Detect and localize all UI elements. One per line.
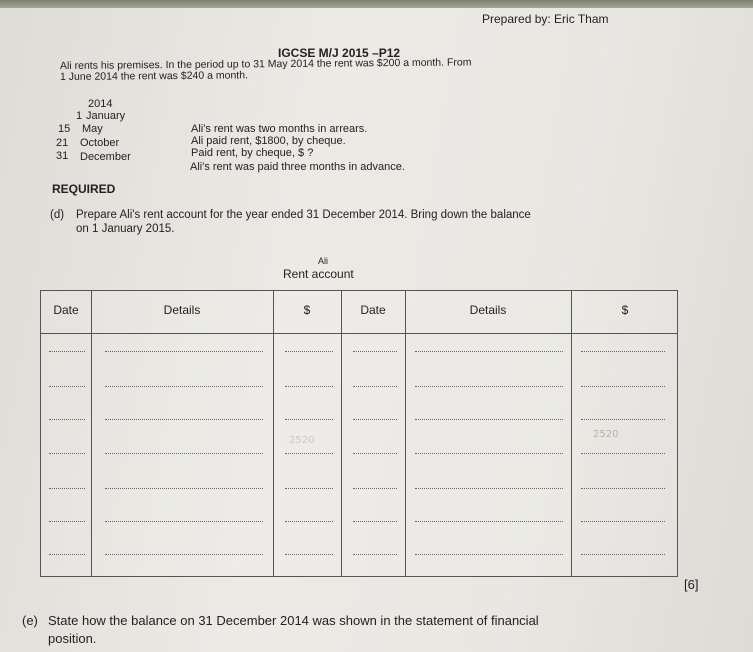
required-heading: REQUIRED bbox=[52, 182, 116, 196]
header-details-credit: Details bbox=[469, 303, 507, 317]
answer-line bbox=[581, 419, 665, 420]
answer-line bbox=[49, 419, 85, 420]
answer-line bbox=[581, 386, 665, 387]
answer-line bbox=[353, 521, 397, 522]
header-date-debit: Date bbox=[53, 303, 79, 317]
answer-line bbox=[49, 554, 85, 555]
ledger-owner: Ali bbox=[318, 256, 329, 266]
answer-line bbox=[415, 488, 563, 489]
answer-line bbox=[285, 488, 333, 489]
prepared-by: Prepared by: Eric Tham bbox=[482, 12, 609, 26]
answer-line bbox=[49, 351, 85, 352]
header-date-credit: Date bbox=[360, 303, 386, 317]
pencil-note: 2520 bbox=[289, 435, 315, 446]
answer-line bbox=[105, 419, 263, 420]
answer-line bbox=[105, 453, 263, 454]
answer-line bbox=[105, 521, 263, 522]
answer-line bbox=[105, 351, 263, 352]
answer-line bbox=[415, 351, 563, 352]
question-d-line-1: Prepare Ali's rent account for the year ended 31 December 2014. Bring down the balance bbox=[76, 209, 531, 221]
answer-line bbox=[353, 488, 397, 489]
answer-line bbox=[285, 521, 333, 522]
answer-line bbox=[581, 351, 665, 352]
answer-line bbox=[581, 554, 665, 555]
answer-line bbox=[285, 386, 333, 387]
event-day: 31 bbox=[56, 150, 69, 162]
marks-allocation: [6] bbox=[684, 577, 699, 592]
answer-line bbox=[353, 453, 397, 454]
answer-line bbox=[285, 554, 333, 555]
answer-line bbox=[105, 488, 263, 489]
answer-line bbox=[49, 453, 85, 454]
header-rule bbox=[41, 333, 677, 334]
event-month: January bbox=[86, 110, 126, 122]
answer-line bbox=[353, 386, 397, 387]
answer-line bbox=[49, 521, 85, 522]
event-text: Paid rent, by cheque, $ ? bbox=[191, 147, 314, 159]
event-month: December bbox=[80, 151, 131, 163]
answer-line bbox=[285, 351, 333, 352]
event-text: Ali's rent was two months in arrears. bbox=[191, 123, 368, 135]
event-month: October bbox=[80, 137, 120, 149]
event-text: Ali paid rent, $1800, by cheque. bbox=[191, 135, 346, 147]
answer-line bbox=[581, 488, 665, 489]
answer-line bbox=[353, 419, 397, 420]
header-amount-debit: $ bbox=[303, 303, 311, 317]
header-details-debit: Details bbox=[163, 303, 201, 317]
event-day: 21 bbox=[56, 137, 69, 149]
answer-line bbox=[415, 453, 563, 454]
answer-line bbox=[105, 554, 263, 555]
answer-line bbox=[415, 521, 563, 522]
event-month: May bbox=[82, 123, 103, 135]
question-d-label: (d) bbox=[50, 209, 65, 221]
answer-line bbox=[581, 453, 665, 454]
header-amount-credit: $ bbox=[621, 303, 629, 317]
answer-line bbox=[415, 554, 563, 555]
event-text: Ali's rent was paid three months in advance. bbox=[190, 161, 405, 173]
event-day: 1 bbox=[76, 110, 83, 122]
answer-line bbox=[353, 554, 397, 555]
intro-line-2: 1 June 2014 the rent was $240 a month. bbox=[59, 69, 249, 83]
answer-line bbox=[415, 419, 563, 420]
answer-line bbox=[415, 386, 563, 387]
intro-line-1: Ali rents his premises. In the period up to 31 May 2014 the rent was $200 a month. From bbox=[59, 56, 472, 72]
answer-line bbox=[49, 386, 85, 387]
answer-line bbox=[353, 351, 397, 352]
events-year: 2014 bbox=[88, 98, 113, 110]
question-d-line-2: on 1 January 2015. bbox=[76, 223, 175, 235]
question-e-line-2: position. bbox=[48, 631, 97, 646]
question-e-label: (e) bbox=[22, 613, 38, 628]
answer-line bbox=[285, 419, 333, 420]
answer-line bbox=[105, 386, 263, 387]
event-day: 15 bbox=[58, 123, 71, 135]
rent-account-table bbox=[40, 290, 678, 577]
answer-line bbox=[285, 453, 333, 454]
answer-line bbox=[49, 488, 85, 489]
pencil-note: 2520 bbox=[593, 429, 619, 440]
question-e-line-1: State how the balance on 31 December 2014 was shown in the statement of financial bbox=[48, 613, 539, 628]
ledger-title: Rent account bbox=[283, 267, 354, 281]
exam-title: IGCSE M/J 2015 –P12 bbox=[278, 46, 401, 60]
answer-line bbox=[581, 521, 665, 522]
